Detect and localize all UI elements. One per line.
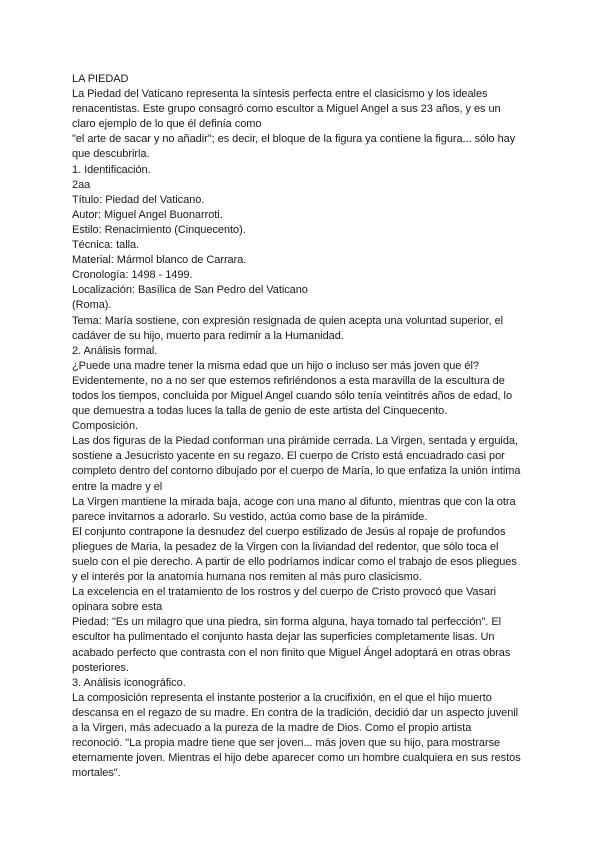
body-paragraph: ¿Puede una madre tener la misma edad que un hijo o incluso ser más joven que él? Evidentemente, no a no ser que estemos refiriéndonos a esta maravilla de la escultura de todos los tiempos, concluida por Miguel Angel cuando sólo tenía veintitrés años de edad, lo que demuestra a todas luces la talla de genio de este artista del Cinquecento. (72, 359, 513, 418)
field-localizacion-cont: (Roma). (72, 299, 112, 312)
field-localizacion: Localización: Basílica de San Pedro del Vaticano (72, 284, 308, 297)
section-heading-analisis-iconografico: 3. Análisis iconográfico. (72, 676, 186, 689)
text-line: 2aa (72, 178, 91, 191)
quote-paragraph: "el arte de sacar y no añadir"; es decir, el bloque de la figura ya contiene la figura... sólo hay que descubrirla. (72, 133, 516, 161)
document-page (72, 72, 524, 781)
section-heading-identificacion: 1. Identificación. (72, 163, 151, 176)
section-heading-analisis-formal: 2. Análisis formal. (72, 344, 158, 357)
body-paragraph: El conjunto contrapone la desnudez del cuerpo estilizado de Jesús al ropaje de profundos pliegues de Maria, la pesadez de la Virgen con la liviandad del redentor, que sólo toca el suelo con el pie derecho. A partir de ello podríamos indicar como el trabajo de esos pliegues y el interés por la anatomía humana nos remiten al más puro clasicismo. (72, 525, 517, 584)
body-paragraph: Las dos figuras de la Piedad conforman una pirámide cerrada. La Virgen, sentada y erguida, sostiene a Jesucristo yacente en su regazo. El cuerpo de Cristo está encuadrado casi por completo dentro del contorno dibujado por el cuerpo de María, lo que enfatiza la unión íntima entre la madre y el (72, 435, 521, 493)
field-cronologia: Cronología: 1498 - 1499. (72, 269, 193, 282)
field-autor: Autor: Miguel Angel Buonarroti. (72, 208, 223, 221)
field-tema: Tema: María sostiene, con expresión resignada de quien acepta una voluntad superior, el cadáver de su hijo, muerto para redimir a la Humanidad. (72, 314, 504, 342)
field-estilo: Estilo: Renacimiento (Cinquecento). (72, 223, 246, 236)
subheading-composicion: Composición. (72, 420, 139, 433)
field-titulo: Título: Piedad del Vaticano. (72, 193, 205, 206)
intro-paragraph: La Piedad del Vaticano representa la síntesis perfecta entre el clasicismo y los ideales renacentistas. Este grupo consagró como escultor a Miguel Angel a sus 23 años, y es un claro ejemplo de lo que él definía como (72, 88, 501, 131)
body-paragraph: La Virgen mantiene la mirada baja, acoge con una mano al difunto, mientras que con la otra parece invitarnos a adorarlo. Su vestido, actúa como base de la pirámide. (72, 495, 516, 523)
body-paragraph: La excelencia en el tratamiento de los rostros y del cuerpo de Cristo provocó que Vasari opinara sobre esta (72, 586, 497, 614)
field-tecnica: Técnica: talla. (72, 239, 140, 252)
body-paragraph: La composición representa el instante posterior a la crucifixión, en el que el hijo muerto descansa en el regazo de su madre. En contra de la tradición, decidió dar un aspecto juvenil a la Virgen, más adecuado a la pureza de la madre de Dios. Como el propio artista reconoció. "La propia madre tiene que ser joven... más joven que su hijo, para mostrarse eternamente joven. Mientras el hijo debe aparecer como un hombre cualquiera en sus restos mortales". (72, 691, 521, 780)
field-material: Material: Mármol blanco de Carrara. (72, 254, 247, 267)
body-paragraph: Piedad: "Es un milagro que una piedra, sin forma alguna, haya tomado tal perfección". El escultor ha pulimentado el conjunto hasta dejar las superficies completamente lisas. Un acabado perfecto que contrasta con el non finito que Miguel Ángel adoptará en otras obras posteriores. (72, 616, 511, 674)
document-title: LA PIEDAD (72, 73, 129, 85)
